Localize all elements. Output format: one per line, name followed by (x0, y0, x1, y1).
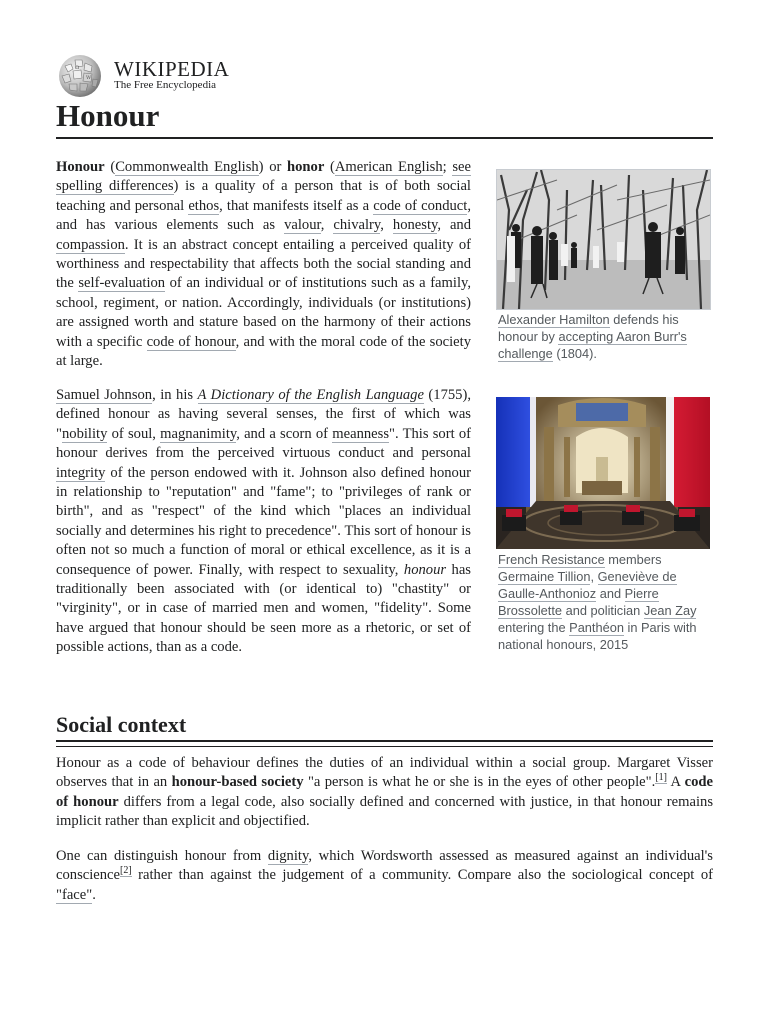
wikipedia-tagline: The Free Encyclopedia (114, 79, 217, 91)
figure-1-caption (498, 311, 710, 362)
svg-text:W: W (86, 75, 92, 81)
section-rule-bottom (56, 746, 713, 747)
inline-link[interactable]: Geneviève de Gaulle-Anthonioz (498, 569, 677, 601)
inline-link[interactable]: code of honour (146, 333, 236, 350)
inline-link[interactable]: "face" (56, 886, 93, 903)
text-run: of soul, (107, 425, 161, 442)
inline-link[interactable]: see spelling differences (56, 159, 472, 195)
inline-link[interactable]: Jean Zay (643, 603, 697, 618)
text-run: , and a scorn of (236, 425, 333, 442)
text-run: defends his honour by (498, 312, 679, 344)
wikipedia-globe-icon (56, 54, 104, 98)
inline-link[interactable]: Germaine Tillion (498, 569, 591, 584)
text-run: ( (324, 159, 335, 175)
inline-link[interactable]: Alexander Hamilton (498, 312, 610, 327)
bold-term: Honour (56, 159, 105, 175)
citation-reference[interactable] (120, 865, 132, 877)
inline-link[interactable]: meanness (332, 425, 390, 442)
inline-link[interactable]: chivalry (333, 217, 381, 234)
inline-link[interactable]: compassion (56, 236, 125, 253)
section-rule-top (56, 740, 713, 742)
text-run: , in his (152, 387, 198, 403)
inline-link[interactable]: magnanimity (160, 425, 237, 442)
text-run: (1804). (552, 346, 597, 361)
svg-text:Ω: Ω (75, 65, 80, 71)
inline-link[interactable]: self-evaluation (78, 275, 166, 292)
text-run: of an individual or of institutions such as a family, school, regiment, or nation. Accordingly, individuals (or institutions) are assigned worth and stature based on the harmony of their actions with a specific (56, 275, 471, 350)
text-run: , (590, 569, 598, 584)
bold-term: honor (287, 159, 325, 175)
text-run: in Paris with national honours, 2015 (498, 620, 697, 652)
social-context-paragraph-2 (56, 847, 713, 905)
inline-link[interactable]: Samuel Johnson (56, 387, 153, 403)
text-run: of the person endowed with it. Johnson also defined honour in relationship to "reputation" and "fame"; to "privileges of rank or birth", and as "respect" of the kind which "places an individual socially and determines his right to precedence". This sort of honour is often not so much a function of moral or ethical excellence, as it is a consequence of power. Finally, with respect to sexuality, (56, 464, 471, 578)
inline-link[interactable]: ethos (188, 197, 220, 214)
bold-term: honour-based society (171, 774, 304, 791)
inline-link[interactable]: A Dictionary of the English Language (197, 387, 424, 403)
text-run: One can distinguish honour from (56, 848, 268, 864)
hamilton-burr-duel-image[interactable] (496, 169, 711, 310)
text-run: , and (437, 217, 472, 234)
inline-link[interactable]: dignity (267, 848, 309, 864)
text-run: honour (403, 561, 447, 578)
text-run: ) or (258, 159, 288, 175)
figure-2-caption (498, 551, 710, 653)
text-run: has traditionally been associated with (or identical to) "chastity" or "virginity", or in case of married men and women, "fidelity". Some have argued that honour should be seen more as a rhetoric, or set of possible actions, than as a code. (56, 561, 471, 656)
text-run: , which Wordsworth assessed as measured against an individual's conscience (56, 848, 713, 884)
bold-term: code of honour (56, 774, 713, 810)
inline-link[interactable]: French Resistance (498, 552, 605, 567)
text-run: A (666, 774, 685, 791)
text-run: and politician (562, 603, 644, 618)
text-run: ". This sort of honour derives from the perceived virtuous conduct and personal (56, 425, 471, 462)
text-run: , and has various elements such as (56, 197, 472, 234)
text-run: members (604, 552, 662, 567)
text-run: ; (442, 159, 453, 175)
page-title: Honour (56, 98, 160, 133)
inline-link[interactable]: [2] (120, 865, 132, 877)
text-run: ) is a quality of a person that is of both social teaching and personal (56, 178, 471, 214)
inline-link[interactable]: American English (334, 159, 443, 175)
text-run: , that manifests itself as a (219, 197, 374, 214)
inline-link[interactable]: Panthéon (569, 620, 624, 635)
wikipedia-wordmark: WIKIPEDIA (114, 57, 230, 81)
title-underline (56, 137, 713, 139)
text-run: , (320, 217, 334, 234)
text-run: and (596, 586, 625, 601)
citation-reference[interactable] (655, 772, 667, 784)
inline-link[interactable]: integrity (56, 464, 106, 481)
inline-link[interactable]: valour (284, 217, 321, 234)
inline-link[interactable]: [1] (655, 772, 667, 784)
inline-link[interactable]: honesty (392, 217, 438, 234)
inline-link[interactable]: Commonwealth English (115, 159, 259, 175)
text-run: , and with the moral code of the society at large. (56, 333, 472, 370)
inline-link[interactable]: nobility (61, 425, 108, 442)
text-run: . It is an abstract concept entailing a perceived quality of worthiness and respectability that affects both the social standing and the (56, 236, 471, 292)
inline-link[interactable]: Pierre Brossolette (498, 586, 659, 618)
text-run: (1755), defined honour as having several senses, the first of which was " (56, 387, 471, 442)
inline-link[interactable]: accepting Aaron Burr's challenge (498, 329, 687, 361)
text-run: differs from a legal code, also socially defined and concerned with justice, in that honour remains implicit rather than explicit and objectified. (56, 793, 713, 830)
section-title-social-context: Social context (56, 712, 187, 737)
text-run: ( (104, 159, 116, 175)
pantheon-ceremony-image[interactable] (496, 397, 710, 549)
text-run: entering the (498, 620, 570, 635)
inline-link[interactable]: code of conduct (373, 197, 468, 214)
text-run: "a person is what he or she is in the eyes of other people". (303, 774, 656, 791)
intro-paragraph-2 (56, 386, 471, 658)
text-run: Honour as a code of behaviour defines the duties of an individual within a social group. Margaret Visser observes that in an (56, 755, 713, 791)
text-run: rather than against the judgement of a community. Compare also the sociological concept of (131, 867, 713, 884)
social-context-paragraph-1 (56, 754, 713, 832)
text-run: . (92, 886, 96, 903)
text-run: , (380, 217, 393, 234)
intro-paragraph-1 (56, 158, 471, 371)
